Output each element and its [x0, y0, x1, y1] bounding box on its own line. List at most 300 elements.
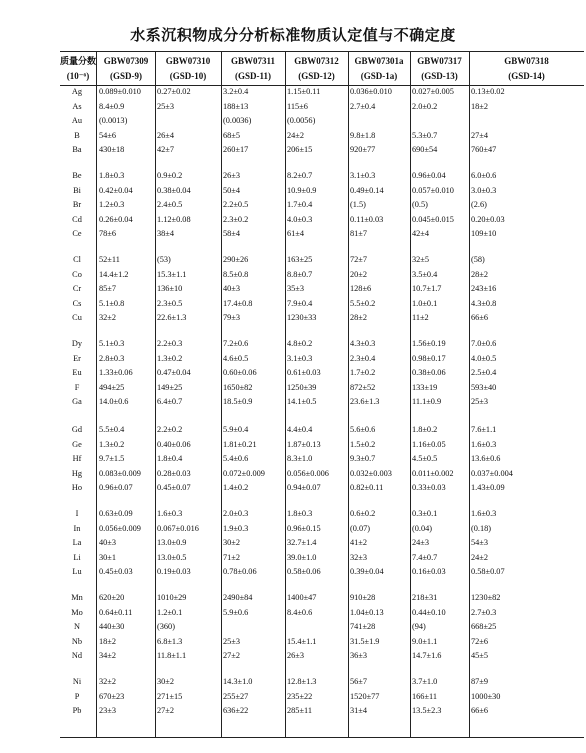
column-divider — [221, 51, 222, 737]
table-cell: 10.7±1.7 — [412, 284, 442, 293]
element-symbol: Nb — [71, 636, 83, 646]
table-cell: 26±4 — [157, 130, 174, 140]
table-cell: 0.036±0.010 — [350, 87, 392, 96]
table-cell: 42±4 — [412, 229, 429, 238]
table-cell: 5.5±0.2 — [350, 298, 376, 308]
table-cell: 0.60±0.06 — [223, 368, 257, 377]
table-cell: 30±1 — [99, 552, 116, 562]
table-cell: 430±18 — [99, 145, 125, 154]
table-cell: 56±7 — [350, 677, 367, 686]
table-cell: 2.3±0.4 — [350, 353, 376, 363]
table-cell: 3.1±0.3 — [287, 353, 313, 363]
table-cell: 494±25 — [99, 382, 125, 392]
element-symbol: Br — [72, 200, 82, 209]
table-cell: 128±6 — [350, 284, 372, 293]
table-cell: 0.032±0.003 — [350, 468, 392, 478]
table-cell: (0.04) — [412, 523, 433, 533]
table-cell: 79±3 — [223, 313, 240, 322]
element-symbol: P — [74, 691, 80, 701]
table-cell: 0.067±0.016 — [157, 523, 199, 533]
table-cell: 1400±47 — [287, 593, 317, 602]
header-quality-label: 质量分数 — [60, 56, 97, 66]
element-symbol: Mo — [71, 607, 83, 617]
element-symbol: Hf — [72, 454, 82, 463]
table-cell: 58±4 — [223, 229, 240, 238]
element-symbol: I — [75, 509, 79, 518]
element-symbol: Co — [72, 269, 82, 279]
table-cell: 0.38±0.04 — [157, 185, 191, 195]
table-cell: 5.9±0.4 — [223, 425, 249, 434]
table-cell: 0.13±0.02 — [471, 87, 505, 96]
table-cell: 206±15 — [287, 145, 313, 154]
table-cell: 1520±77 — [350, 691, 380, 701]
table-cell: 52±11 — [99, 255, 120, 264]
table-cell: 0.33±0.03 — [412, 483, 446, 492]
table-cell: 1.2±0.1 — [157, 607, 183, 617]
table-cell: 2.7±0.4 — [350, 101, 376, 111]
column-header-code: GBW07318 — [504, 56, 549, 66]
table-cell: 7.6±1.1 — [471, 425, 497, 434]
column-divider — [469, 51, 470, 737]
table-cell: 31±4 — [350, 706, 367, 715]
element-symbol: Dy — [71, 339, 83, 348]
table-cell: 3.0±0.3 — [471, 185, 497, 195]
table-cell: 2.2±0.2 — [157, 425, 183, 434]
table-cell: 54±3 — [471, 538, 488, 547]
table-cell: 30±2 — [157, 677, 174, 686]
table-cell: 1.81±0.21 — [223, 439, 257, 449]
table-cell: 28±2 — [350, 313, 367, 322]
table-cell: 690±54 — [412, 145, 438, 154]
table-cell: 14.7±1.6 — [412, 651, 442, 660]
table-cell: 0.44±0.10 — [412, 607, 446, 617]
table-cell: 0.19±0.03 — [157, 567, 191, 576]
column-divider — [410, 51, 411, 737]
table-cell: 0.26±0.04 — [99, 214, 133, 224]
table-cell: 0.072±0.009 — [223, 468, 265, 478]
table-cell: 25±3 — [223, 636, 240, 646]
table-cell: 0.011±0.002 — [412, 468, 454, 478]
table-cell: 50±4 — [223, 185, 240, 195]
element-symbol: Hg — [71, 468, 83, 478]
table-cell: 0.40±0.06 — [157, 439, 191, 449]
table-cell: 81±7 — [350, 229, 367, 238]
element-symbol: B — [74, 130, 80, 140]
table-cell: 163±25 — [287, 255, 313, 264]
column-header-code: GBW07309 — [103, 56, 149, 66]
table-cell: 15.4±1.1 — [287, 636, 317, 646]
element-symbol: Au — [71, 116, 83, 125]
table-cell: 255±27 — [223, 691, 249, 701]
table-cell: 7.9±0.4 — [287, 298, 313, 308]
table-cell: 620±20 — [99, 593, 125, 602]
column-divider — [96, 51, 97, 737]
table-cell: 24±2 — [287, 130, 304, 140]
table-cell: 0.083±0.009 — [99, 468, 141, 478]
table-cell: 1250±39 — [287, 382, 317, 392]
table-cell: 7.4±0.7 — [412, 552, 438, 562]
table-cell: 36±3 — [350, 651, 367, 660]
table-cell: (0.18) — [471, 523, 492, 533]
table-cell: 40±3 — [223, 284, 240, 293]
table-cell: 9.7±1.5 — [99, 454, 125, 463]
element-symbol: Eu — [72, 368, 82, 377]
table-cell: 166±11 — [412, 691, 437, 701]
table-cell: 0.045±0.015 — [412, 214, 454, 224]
table-cell: 1.3±0.2 — [157, 353, 183, 363]
table-cell: 0.20±0.03 — [471, 214, 505, 224]
table-cell: 4.0±0.3 — [287, 214, 313, 224]
table-cell: 27±2 — [223, 651, 240, 660]
element-symbol: Ag — [71, 87, 83, 96]
table-cell: 11.8±1.1 — [157, 651, 187, 660]
element-symbol: Bi — [73, 185, 81, 195]
column-header-code: GBW07317 — [417, 56, 462, 66]
table-cell: 18±2 — [99, 636, 116, 646]
table-cell: 32.7±1.4 — [287, 538, 317, 547]
table-cell: 0.089±0.010 — [99, 87, 141, 96]
table-cell: 66±6 — [471, 706, 488, 715]
table-cell: 14.3±1.0 — [223, 677, 253, 686]
column-divider — [285, 51, 286, 737]
table-cell: 1.5±0.2 — [350, 439, 376, 449]
table-cell: 0.45±0.03 — [99, 567, 133, 576]
element-symbol: Ce — [72, 229, 82, 238]
element-symbol: Be — [72, 171, 82, 180]
table-cell: 78±6 — [99, 229, 116, 238]
table-cell: 1.04±0.13 — [350, 607, 384, 617]
table-cell: 4.5±0.5 — [412, 454, 438, 463]
table-cell: (94) — [412, 622, 426, 631]
table-cell: 0.96±0.04 — [412, 171, 446, 180]
column-header — [469, 54, 584, 84]
table-cell: 910±28 — [350, 593, 376, 602]
element-symbol: As — [72, 101, 82, 111]
column-header-code: GBW07311 — [230, 56, 275, 66]
element-symbol: Li — [73, 552, 81, 562]
table-cell: 290±26 — [223, 255, 249, 264]
header-quality-unit: (10⁻⁶) — [66, 71, 90, 81]
table-cell: 12.8±1.3 — [287, 677, 317, 686]
column-header — [155, 54, 221, 84]
table-cell: 24±2 — [471, 552, 488, 562]
table-cell: 26±3 — [223, 171, 240, 180]
element-symbol: Ga — [72, 397, 82, 406]
table-cell: 6.0±0.6 — [471, 171, 497, 180]
table-cell: 13.0±0.9 — [157, 538, 187, 547]
table-cell: 39.0±1.0 — [287, 552, 317, 562]
table-cell: 0.64±0.11 — [99, 607, 133, 617]
table-cell: 1000±30 — [471, 691, 501, 701]
table-cell: 260±17 — [223, 145, 249, 154]
table-cell: 0.38±0.06 — [412, 368, 446, 377]
table-cell: 7.2±0.6 — [223, 339, 249, 348]
table-cell: 5.4±0.6 — [223, 454, 249, 463]
table-cell: 25±3 — [157, 101, 174, 111]
table-cell: 11.1±0.9 — [412, 397, 442, 406]
element-symbol: Cs — [72, 298, 82, 308]
element-symbol: La — [72, 538, 82, 547]
table-cell: 2.8±0.3 — [99, 353, 125, 363]
table-cell: 8.4±0.6 — [287, 607, 313, 617]
table-cell: 1.6±0.3 — [471, 509, 497, 518]
table-cell: 1.43±0.09 — [471, 483, 505, 492]
table-cell: 0.82±0.11 — [350, 483, 384, 492]
column-header-name: (GSD-9) — [110, 71, 142, 81]
table-cell: 2.3±0.5 — [157, 298, 183, 308]
table-cell: 1.56±0.19 — [412, 339, 446, 348]
table-cell: 3.1±0.3 — [350, 171, 376, 180]
table-cell: 1.4±0.2 — [223, 483, 249, 492]
table-cell: 1230±82 — [471, 593, 501, 602]
table-cell: 5.1±0.3 — [99, 339, 125, 348]
table-cell: 115±6 — [287, 101, 308, 111]
table-cell: 271±15 — [157, 691, 183, 701]
table-cell: 13.5±2.3 — [412, 706, 442, 715]
table-cell: 10.9±0.9 — [287, 185, 317, 195]
table-cell: 54±6 — [99, 130, 116, 140]
table-cell: 2.2±0.5 — [223, 200, 249, 209]
table-cell: 1.16±0.05 — [412, 439, 446, 449]
header-quality-cell — [60, 54, 96, 84]
table-cell: 243±16 — [471, 284, 497, 293]
table-cell: 3.5±0.4 — [412, 269, 438, 279]
table-cell: 872±52 — [350, 382, 376, 392]
table-cell: 15.3±1.1 — [157, 269, 187, 279]
table-cell: 149±25 — [157, 382, 183, 392]
table-cell: 0.47±0.04 — [157, 368, 191, 377]
table-cell: 9.3±0.7 — [350, 454, 376, 463]
table-cell: (0.0056) — [287, 116, 316, 125]
table-cell: (2.6) — [471, 200, 487, 209]
table-cell: 1.3±0.2 — [99, 439, 125, 449]
table-cell: 0.58±0.06 — [287, 567, 321, 576]
table-cell: 1.2±0.3 — [99, 200, 125, 209]
table-cell: 41±2 — [350, 538, 367, 547]
table-cell: (0.0036) — [223, 116, 252, 125]
table-cell: 25±3 — [471, 397, 488, 406]
table-top-rule — [60, 51, 584, 52]
table-cell: 68±5 — [223, 130, 240, 140]
column-header-name: (GSD-13) — [421, 71, 458, 81]
table-cell: 1.8±0.4 — [157, 454, 183, 463]
table-cell: 1650±82 — [223, 382, 253, 392]
table-cell: 1.33±0.06 — [99, 368, 133, 377]
table-cell: 0.056±0.006 — [287, 468, 329, 478]
table-cell: 72±7 — [350, 255, 367, 264]
table-cell: 3.2±0.4 — [223, 87, 249, 96]
element-symbol: Ho — [71, 483, 83, 492]
table-cell: 1.0±0.1 — [412, 298, 438, 308]
table-cell: 22.6±1.3 — [157, 313, 187, 322]
table-bottom-rule — [60, 737, 584, 738]
table-cell: 4.3±0.8 — [471, 298, 497, 308]
table-cell: 1.7±0.4 — [287, 200, 313, 209]
element-symbol: Er — [73, 353, 81, 363]
table-cell: (1.5) — [350, 200, 366, 209]
table-cell: 4.8±0.2 — [287, 339, 313, 348]
element-symbol: Gd — [71, 425, 83, 434]
column-header — [221, 54, 285, 84]
table-cell: 31.5±1.9 — [350, 636, 380, 646]
table-cell: 1.8±0.3 — [99, 171, 125, 180]
table-cell: 0.94±0.07 — [287, 483, 321, 492]
table-cell: 42±7 — [157, 145, 174, 154]
table-cell: 0.96±0.07 — [99, 483, 133, 492]
column-header — [348, 54, 410, 84]
table-cell: 7.0±0.6 — [471, 339, 497, 348]
table-cell: 32±5 — [412, 255, 429, 264]
element-symbol: N — [74, 622, 80, 631]
element-symbol: Lu — [72, 567, 82, 576]
column-header — [410, 54, 469, 84]
table-cell: 0.037±0.004 — [471, 468, 513, 478]
table-cell: 8.8±0.7 — [287, 269, 313, 279]
table-cell: 109±10 — [471, 229, 497, 238]
table-cell: 235±22 — [287, 691, 313, 701]
table-cell: (0.5) — [412, 200, 428, 209]
table-cell: 0.11±0.03 — [350, 214, 384, 224]
table-cell: 0.6±0.2 — [350, 509, 376, 518]
table-cell: 5.9±0.6 — [223, 607, 249, 617]
element-symbol: Pb — [72, 706, 82, 715]
table-cell: 218±31 — [412, 593, 438, 602]
table-cell: 8.5±0.8 — [223, 269, 249, 279]
table-cell: 2.0±0.3 — [223, 509, 249, 518]
table-cell: 2.0±0.2 — [412, 101, 438, 111]
table-cell: (0.0013) — [99, 116, 128, 125]
table-cell: 13.6±0.6 — [471, 454, 501, 463]
table-cell: 23.6±1.3 — [350, 397, 380, 406]
table-cell: 66±6 — [471, 313, 488, 322]
element-symbol: Cl — [73, 255, 81, 264]
table-cell: 1.15±0.11 — [287, 87, 321, 96]
table-cell: (53) — [157, 255, 171, 264]
table-cell: 0.78±0.06 — [223, 567, 257, 576]
table-cell: 3.7±1.0 — [412, 677, 438, 686]
table-cell: 18.5±0.9 — [223, 397, 253, 406]
element-symbol: Ni — [72, 677, 82, 686]
table-cell: 0.39±0.04 — [350, 567, 384, 576]
table-cell: 0.61±0.03 — [287, 368, 321, 377]
table-cell: 133±19 — [412, 382, 438, 392]
table-cell: 14.0±0.6 — [99, 397, 129, 406]
column-header-code: GBW07312 — [294, 56, 339, 66]
table-cell: 5.3±0.7 — [412, 130, 438, 140]
table-cell: 8.3±1.0 — [287, 454, 313, 463]
table-cell: 26±3 — [287, 651, 304, 660]
table-cell: 1.7±0.2 — [350, 368, 376, 377]
table-cell: 2.4±0.5 — [157, 200, 183, 209]
element-symbol: Nd — [71, 651, 83, 660]
table-cell: 27±2 — [157, 706, 174, 715]
table-cell: 1.9±0.3 — [223, 523, 249, 533]
column-divider — [348, 51, 349, 737]
table-cell: 0.28±0.03 — [157, 468, 191, 478]
column-header-code: GBW07301a — [354, 56, 404, 66]
table-cell: 27±4 — [471, 130, 488, 140]
table-cell: 4.0±0.5 — [471, 353, 497, 363]
table-cell: 1.87±0.13 — [287, 439, 321, 449]
table-cell: 14.1±0.5 — [287, 397, 317, 406]
table-cell: 5.1±0.8 — [99, 298, 125, 308]
table-cell: (360) — [157, 622, 175, 631]
table-cell: 1.6±0.3 — [471, 439, 497, 449]
table-cell: 18±2 — [471, 101, 488, 111]
table-cell: 40±3 — [99, 538, 116, 547]
table-cell: 35±3 — [287, 284, 304, 293]
element-symbol: In — [73, 523, 81, 533]
table-cell: 636±22 — [223, 706, 249, 715]
table-cell: 24±3 — [412, 538, 429, 547]
table-cell: 32±3 — [350, 552, 367, 562]
table-cell: 20±2 — [350, 269, 367, 279]
table-cell: 1.8±0.3 — [287, 509, 313, 518]
table-cell: 8.4±0.9 — [99, 101, 125, 111]
table-cell: 45±5 — [471, 651, 488, 660]
table-cell: 38±4 — [157, 229, 174, 238]
table-cell: 11±2 — [412, 313, 429, 322]
table-cell: 13.0±0.5 — [157, 552, 187, 562]
table-cell: (0.07) — [350, 523, 371, 533]
column-header — [97, 54, 155, 84]
table-cell: 28±2 — [471, 269, 488, 279]
column-header-name: (GSD-1a) — [360, 71, 398, 81]
table-cell: 4.3±0.3 — [350, 339, 376, 348]
table-cell: 9.8±1.8 — [350, 130, 376, 140]
element-symbol: F — [74, 382, 80, 392]
column-divider — [155, 51, 156, 737]
table-cell: 0.63±0.09 — [99, 509, 133, 518]
table-cell: 4.4±0.4 — [287, 425, 313, 434]
table-cell: 440±30 — [99, 622, 125, 631]
table-cell: 14.4±1.2 — [99, 269, 129, 279]
table-cell: 0.056±0.009 — [99, 523, 141, 533]
element-symbol: Cu — [72, 313, 82, 322]
table-cell: 87±9 — [471, 677, 488, 686]
table-cell: 32±2 — [99, 677, 116, 686]
table-cell: 5.5±0.4 — [99, 425, 125, 434]
table-cell: 1.8±0.2 — [412, 425, 438, 434]
table-cell: 9.0±1.1 — [412, 636, 438, 646]
column-header-code: GBW07310 — [165, 56, 211, 66]
table-cell: 0.027±0.005 — [412, 87, 454, 96]
table-cell: 32±2 — [99, 313, 116, 322]
table-cell: 6.4±0.7 — [157, 397, 183, 406]
table-cell: 34±2 — [99, 651, 116, 660]
table-cell: 0.27±0.02 — [157, 87, 191, 96]
column-header — [285, 54, 348, 84]
table-cell: 23±3 — [99, 706, 116, 715]
table-cell: 0.9±0.2 — [157, 171, 183, 180]
table-cell: 0.98±0.17 — [412, 353, 446, 363]
table-cell: 8.2±0.7 — [287, 171, 313, 180]
table-cell: 1010±29 — [157, 593, 187, 602]
table-cell: 285±11 — [287, 706, 312, 715]
element-symbol: Mn — [71, 593, 83, 602]
table-cell: 0.3±0.1 — [412, 509, 438, 518]
table-cell: 2.5±0.4 — [471, 368, 497, 377]
table-cell: 188±13 — [223, 101, 249, 111]
table-cell: 61±4 — [287, 229, 304, 238]
table-cell: 760±47 — [471, 145, 497, 154]
table-cell: 593±40 — [471, 382, 497, 392]
table-cell: 2.2±0.3 — [157, 339, 183, 348]
table-cell: 0.16±0.03 — [412, 567, 446, 576]
element-symbol: Ba — [72, 145, 82, 154]
table-cell: 1230±33 — [287, 313, 317, 322]
table-cell: 72±6 — [471, 636, 488, 646]
